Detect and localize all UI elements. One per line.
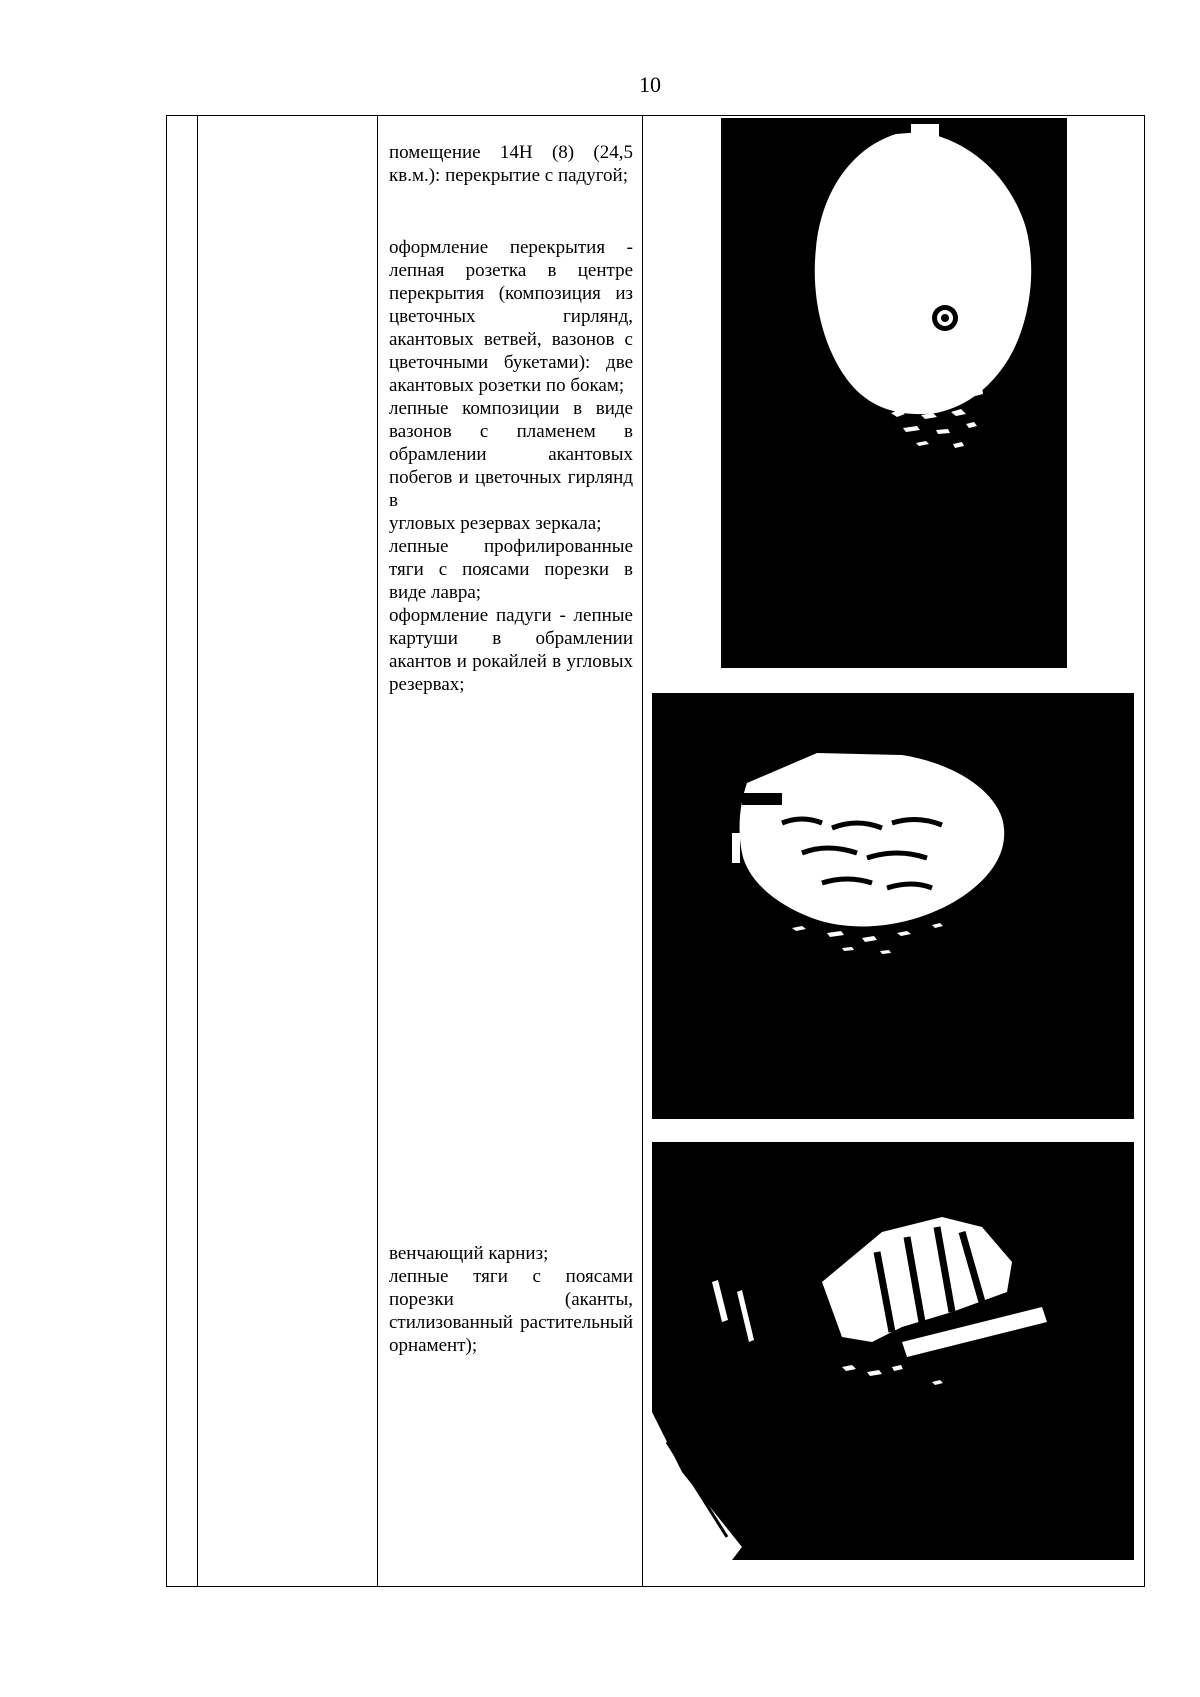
description-room: помещение 14Н (8) (24,5 кв.м.): перекрытие с падугой;: [389, 142, 633, 186]
column-divider-2: [377, 116, 378, 1586]
page-number: 10: [639, 72, 661, 97]
photo-cornice: [652, 1142, 1134, 1560]
description-cornice: венчающий карниз; лепные тяги с поясами порезки (аканты, стилизованный растительный орнамент);: [389, 1243, 633, 1356]
column-divider-3: [642, 116, 643, 1586]
description-ceiling-decor: оформление перекрытия - лепная розетка в центре перекрытия (композиция из цветочных гирлянд, акантовых ветвей, вазонов с цветочными букетами): две акантовых розетки по бокам; лепные композиции в виде вазонов с пламенем в обрамлении акантовых побегов и цветочных гирлянд в угловых резервах зеркала; лепные профилированные тяги с поясами порезки в виде лавра; оформление падуги - лепные картуши в обрамлении акантов и рокайлей в угловых резервах;: [389, 237, 633, 695]
column-divider-1: [197, 116, 198, 1586]
photo-acanthus-rosette: [652, 693, 1134, 1119]
table: [166, 115, 1145, 1587]
photo-ceiling-rosette: [721, 118, 1067, 668]
